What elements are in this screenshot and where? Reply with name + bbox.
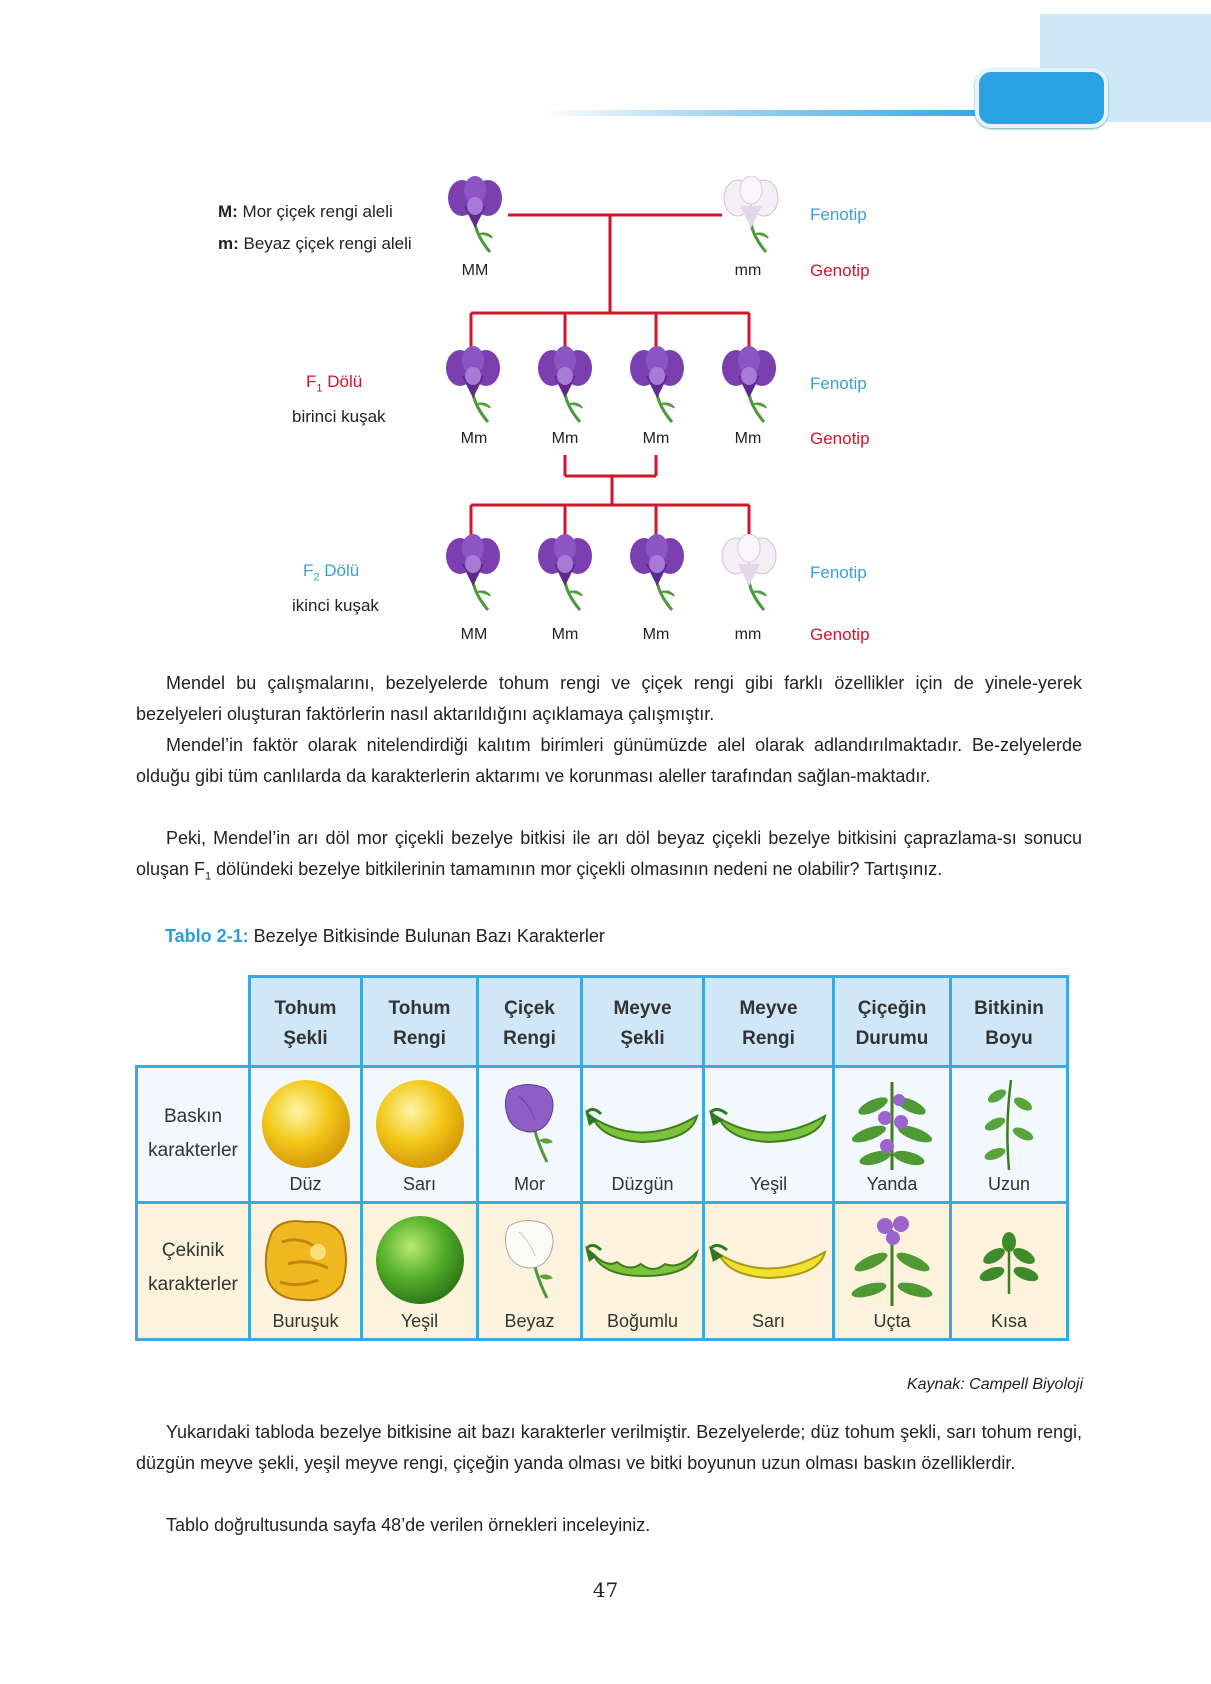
table-cell — [248, 1065, 363, 1204]
table-cell — [949, 1201, 1069, 1341]
table-cell — [476, 1065, 583, 1204]
cell-label: Yeşil — [400, 1311, 439, 1331]
page-number: 47 — [592, 1578, 619, 1602]
table-cell — [360, 1201, 479, 1341]
f2-genotype: Mm — [642, 626, 670, 643]
f1-genotype: Mm — [642, 430, 670, 447]
fenotip-label: Fenotip — [810, 563, 867, 582]
f2-flower-icon — [534, 534, 596, 612]
cross-diagram-lines — [0, 0, 1211, 700]
characters-table — [135, 975, 1082, 1348]
smooth-pod-icon — [583, 1096, 703, 1156]
f2-genotype: mm — [734, 626, 762, 643]
f1-flower-icon — [718, 346, 780, 424]
cell-label: Boğumlu — [606, 1311, 679, 1331]
table-cell — [360, 1065, 479, 1204]
f1-flower-icon — [626, 346, 688, 424]
green-pod-icon — [707, 1096, 831, 1156]
wrinkled-seed-icon — [258, 1212, 354, 1308]
cell-label: Kısa — [990, 1311, 1028, 1331]
f1-title: $F_1$ Dölü — [306, 372, 363, 395]
table-cell — [832, 1201, 952, 1341]
cell-label: Düz — [289, 1174, 322, 1194]
cell-label: Sarı — [751, 1311, 785, 1331]
cell-label: Yeşil — [749, 1174, 788, 1194]
constricted-pod-icon — [583, 1232, 703, 1292]
table-cell — [832, 1065, 952, 1204]
f1-genotype: Mm — [460, 430, 488, 447]
cell-label: Mor — [514, 1174, 545, 1194]
table-cell — [476, 1201, 583, 1341]
short-plant-icon — [974, 1228, 1044, 1298]
f1-flower-icon — [442, 346, 504, 424]
f2-flower-icon — [442, 534, 504, 612]
fenotip-label: Fenotip — [810, 205, 867, 224]
f1-genotype: Mm — [551, 430, 579, 447]
cell-label: Uçta — [873, 1311, 911, 1331]
f1-flower-icon — [534, 346, 596, 424]
green-seed-icon — [372, 1212, 468, 1308]
table-header: Meyve Şekli — [580, 975, 705, 1068]
f1-description: birinci kuşak — [292, 407, 386, 426]
cell-label: Yanda — [866, 1174, 918, 1194]
parent-genotype: MM — [461, 262, 489, 279]
fenotip-label: Fenotip — [810, 374, 867, 393]
table-header: Çiçek Rengi — [476, 975, 583, 1068]
genotip-label: Genotip — [810, 625, 870, 644]
white-flower-icon — [495, 1212, 565, 1302]
tall-plant-icon — [979, 1076, 1039, 1172]
table-header: Bitkinin Boyu — [949, 975, 1069, 1068]
axial-flower-plant-icon — [847, 1076, 937, 1172]
cell-label: Sarı — [402, 1174, 436, 1194]
paragraph: Mendel’in faktör olarak nitelendirdiği kalıtım birimleri günümüzde alel olarak adlandırılmaktadır. Be-zelyelerde olduğu gibi tüm canlılarda da karakterlerin aktarımı ve korunması aleller tarafından sağlan-maktadır. — [136, 735, 1082, 786]
table-header: Çiçeğin Durumu — [832, 975, 952, 1068]
table-cell — [248, 1201, 363, 1341]
parent-purple-flower-icon — [444, 176, 506, 254]
paragraph: Tablo doğrultusunda sayfa 48’de verilen örnekleri inceleyiniz. — [166, 1515, 651, 1535]
parent-genotype: mm — [734, 262, 762, 279]
table-cell — [949, 1065, 1069, 1204]
yellow-seed-icon — [372, 1076, 468, 1172]
table-cell — [702, 1065, 835, 1204]
row-label-dominant: Baskın karakterler — [135, 1065, 251, 1204]
terminal-flower-plant-icon — [847, 1212, 937, 1308]
yellow-pod-icon — [707, 1232, 831, 1292]
cell-label: Düzgün — [611, 1174, 674, 1194]
genotip-label: Genotip — [810, 261, 870, 280]
legend-m-lower: m: Beyaz çiçek rengi aleli — [218, 234, 412, 253]
table-cell — [702, 1201, 835, 1341]
table-source: Kaynak: Campell Biyoloji — [906, 1376, 1083, 1393]
purple-flower-icon — [495, 1076, 565, 1166]
cell-label: Beyaz — [504, 1311, 555, 1331]
table-cell — [580, 1065, 705, 1204]
paragraph: Peki, Mendel’in arı döl mor çiçekli bezelye bitkisi ile arı döl beyaz çiçekli bezelye bitkisini çaprazlama-sı sonucu oluşan $F_1$ dölündeki bezelye bitkilerinin tamamının mor çiçekli olmasının nedeni ne olabilir? Tartışınız. — [136, 828, 1082, 883]
row-label-recessive: Çekinik karakterler — [135, 1201, 251, 1341]
table-cell — [580, 1201, 705, 1341]
f2-flower-icon — [626, 534, 688, 612]
f2-description: ikinci kuşak — [292, 596, 379, 615]
cell-label: Buruşuk — [272, 1311, 339, 1331]
f2-genotype: Mm — [551, 626, 579, 643]
parent-white-flower-icon — [720, 176, 782, 254]
f2-title: $F_2$ Dölü — [303, 561, 360, 584]
paragraph: Mendel bu çalışmalarını, bezelyelerde tohum rengi ve çiçek rengi gibi farklı özellikler için de yinele-yerek bezelyeleri oluşturan faktörlerin nasıl aktarıldığını açıklamaya çalışmıştır. — [136, 673, 1082, 724]
f1-genotype: Mm — [734, 430, 762, 447]
f2-genotype: MM — [460, 626, 488, 643]
table-caption: Tablo 2-1: Bezelye Bitkisinde Bulunan Bazı Karakterler — [165, 926, 605, 946]
genotip-label: Genotip — [810, 429, 870, 448]
paragraph: Yukarıdaki tabloda bezelye bitkisine ait bazı karakterler verilmiştir. Bezelyelerde; düz tohum şekli, sarı tohum rengi, düzgün meyve şekli, yeşil meyve rengi, çiçeğin yanda olması ve bitki boyunun uzun olması baskın özelliklerdir. — [136, 1422, 1082, 1473]
legend-m-upper: M: Mor çiçek rengi aleli — [218, 202, 393, 221]
cell-label: Uzun — [987, 1174, 1031, 1194]
f2-white-flower-icon — [718, 534, 780, 612]
table-header: Meyve Rengi — [702, 975, 835, 1068]
table-header: Tohum Rengi — [360, 975, 479, 1068]
smooth-seed-icon — [258, 1076, 354, 1172]
table-header: Tohum Şekli — [248, 975, 363, 1068]
